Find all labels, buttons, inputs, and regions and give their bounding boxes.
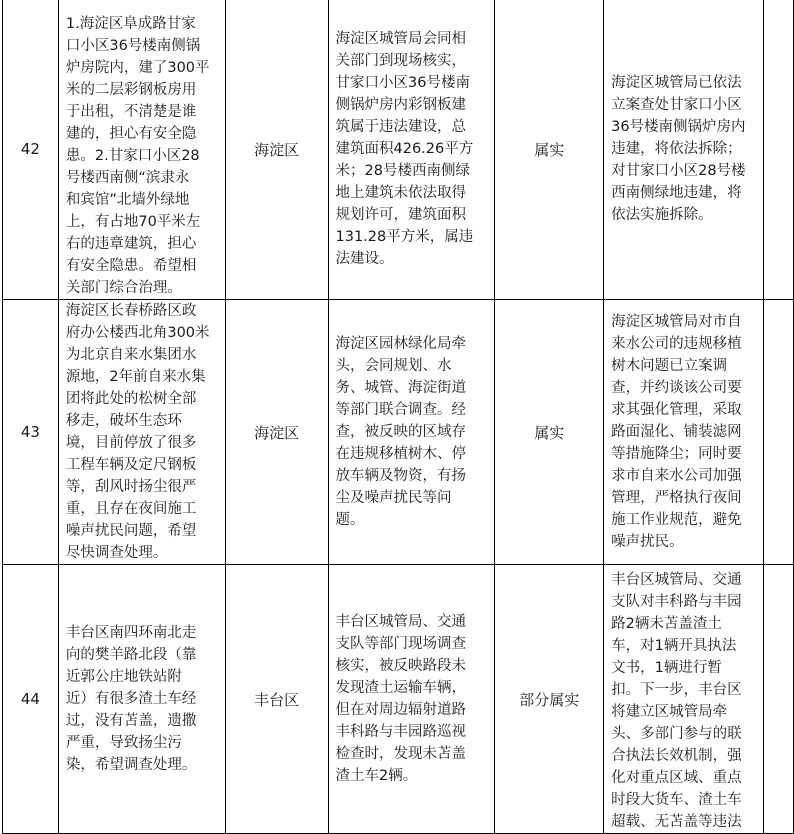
investigation-result: 海淀区园林绿化局牵 头，会同规划、水 务、城管、海淀街道 等部门联合调查。经 查，被反映的区域存 在违规移植树木、停 放车辆及物资，有扬 尘及噪声扰民等问 题。 — [328, 300, 495, 565]
extra-column — [764, 300, 794, 565]
verdict: 部分属实 — [495, 565, 604, 834]
extra-column — [764, 565, 794, 834]
table-row — [3, 300, 794, 565]
investigation-result: 丰台区城管局、交通 支队等部门现场调查 核实，被反映路段未 发现渣土运输车辆， 但在对周边辐射道路 丰科路与丰园路巡视 检查时，发现未苫盖 渣土车2辆。 — [328, 565, 495, 834]
handling-result: 丰台区城管局、交通 支队对丰科路与丰园 路2辆未苫盖渣土 车，对1辆开具执法 文书，1辆进行暂 扣。下一步，丰台区 将建立区城管局牵 头、多部门参与的联 合执法长效机制，强 化对重点区域、重点 时段大货车、渣土车 超载、无苫盖等违法 — [604, 565, 764, 834]
table-row — [3, 0, 794, 300]
verdict: 属实 — [495, 0, 604, 300]
district: 海淀区 — [225, 300, 328, 565]
district: 海淀区 — [225, 0, 328, 300]
handling-result: 海淀区城管局已依法 立案查处甘家口小区 36号楼南侧锅炉房内 违建，将依法拆除； 对甘家口小区28号楼 西南侧绿地违建，将 依法实施拆除。 — [604, 0, 764, 300]
verdict: 属实 — [495, 300, 604, 565]
district: 丰台区 — [225, 565, 328, 834]
issue-description: 1.海淀区阜成路甘家 口小区36号楼南侧锅 炉房院内，建了300平 米的二层彩钢板房用 于出租，不清楚是谁 建的，担心有安全隐 患。2.甘家口小区28 号楼西南侧“滨隶永 和宾馆”北墙外绿地 上，有占地70平米左 右的违章建筑，担心 有安全隐患。希望相 关部门综合治理。 — [58, 0, 225, 300]
row-number: 42 — [3, 0, 59, 300]
extra-column — [764, 0, 794, 300]
row-number: 43 — [3, 300, 59, 565]
issue-description: 海淀区长春桥路区政 府办公楼西北角300米 为北京自来水集团水 源地，2年前自来水集 团将此处的松树全部 移走，破坏生态环 境，目前停放了很多 工程车辆及定尺钢板 等，刮风时扬尘很严 重，且存在夜间施工 噪声扰民问题，希望 尽快调查处理。 — [58, 300, 225, 565]
complaint-table — [2, 0, 794, 834]
investigation-result: 海淀区城管局会同相 关部门到现场核实， 甘家口小区36号楼南 侧锅炉房内彩钢板建 筑属于违法建设，总 建筑面积426.26平方 米；28号楼西南侧绿 地上建筑未依法取得 规划许可，建筑面积 131.28平方米，属违 法建设。 — [328, 0, 495, 300]
handling-result: 海淀区城管局对市自 来水公司的违规移植 树木问题已立案调 查，并约谈该公司要 求其强化管理，采取 路面湿化、铺装滤网 等措施降尘；同时要 求市自来水公司加强 管理，严格执行夜间 施工作业规范，避免 噪声扰民。 — [604, 300, 764, 565]
issue-description: 丰台区南四环南北走 向的樊羊路北段（靠 近郭公庄地铁站附 近）有很多渣土车经 过，没有苫盖，遗撒 严重，导致扬尘污 染，希望调查处理。 — [58, 565, 225, 834]
row-number: 44 — [3, 565, 59, 834]
table-row — [3, 565, 794, 834]
